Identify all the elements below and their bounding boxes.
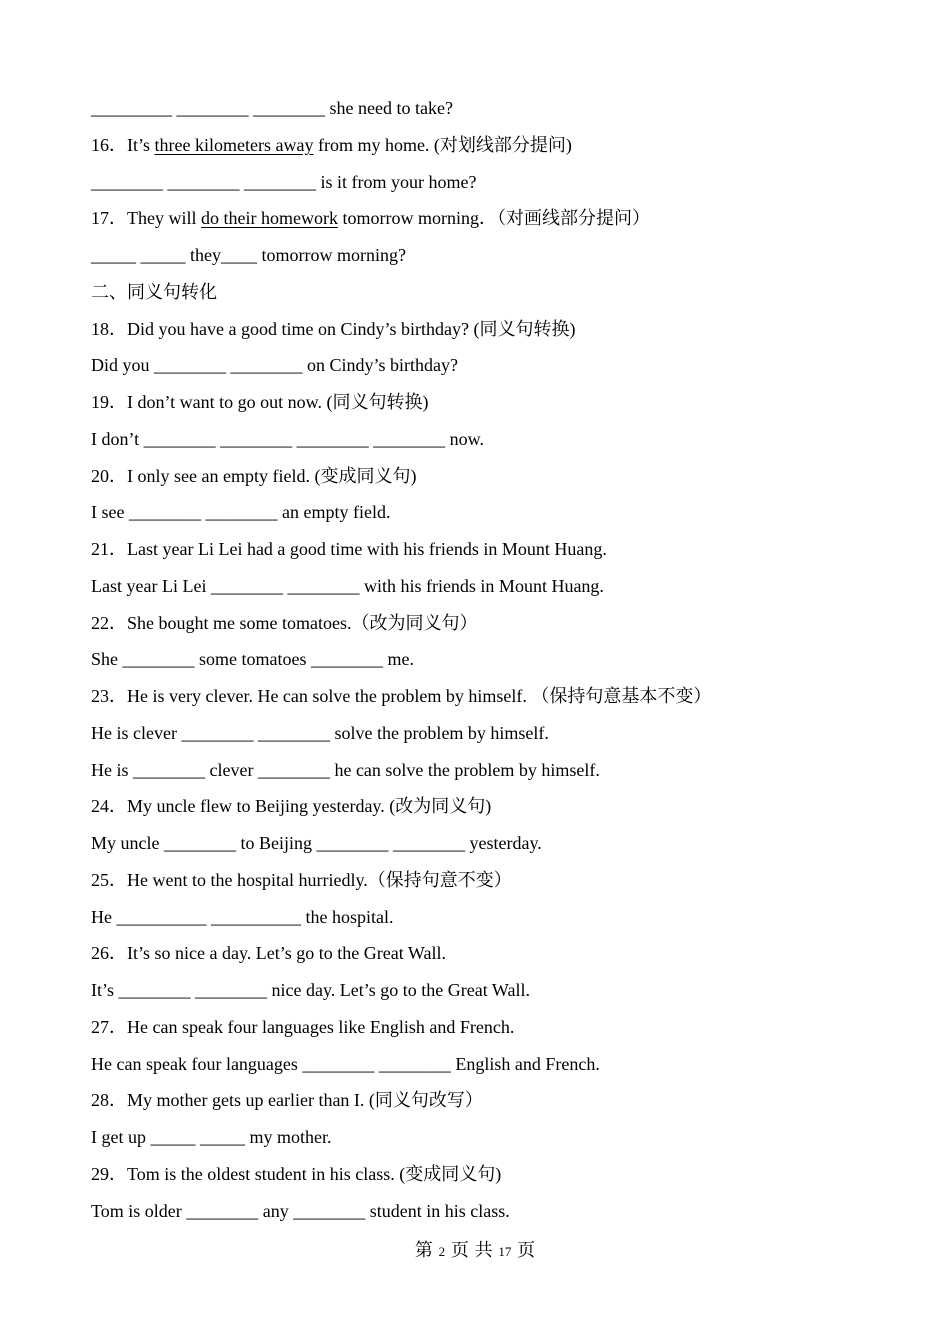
answer-line: He can speak four languages ________ ________ English and French. <box>91 1053 600 1074</box>
question-23: 23．He is very clever. He can solve the problem by himself. （保持句意基本不变） <box>91 686 712 706</box>
question-19: 19．I don’t want to go out now. (同义句转换) <box>91 392 429 412</box>
question-16 <box>91 127 881 164</box>
page-footer <box>0 1236 950 1267</box>
answer-line: Tom is older ________ any ________ student in his class. <box>91 1200 510 1221</box>
question-text: tomorrow morning．（对画线部分提问） <box>337 208 650 229</box>
question-28: 28．My mother gets up earlier than I. (同义句改写） <box>91 1090 483 1111</box>
question-20: 20．I only see an empty field. (变成同义句) <box>91 465 417 486</box>
question-27: 27．He can speak four languages like English and French. <box>91 1016 515 1037</box>
total-page-number: 17 <box>498 1244 512 1259</box>
question-text: 17．They will <box>91 208 201 229</box>
answer-line: It’s ________ ________ nice day. Let’s go to the Great Wall. <box>91 980 530 1000</box>
question-25: 25．He went to the hospital hurriedly.（保持句意不变） <box>91 869 512 890</box>
answer-line: _________ ________ ________ she need to take? <box>91 98 453 118</box>
footer-suffix: 页 <box>517 1240 536 1261</box>
section-heading: 二、同义句转化 <box>91 281 217 302</box>
question-18: 18．Did you have a good time on Cindy’s birthday? (同义句转换) <box>91 318 576 339</box>
answer-line: _____ _____ they____ tomorrow morning? <box>91 245 406 265</box>
question-text: from my home. (对划线部分提问) <box>313 134 572 155</box>
answer-line: I get up _____ _____ my mother. <box>91 1127 332 1147</box>
question-22: 22．She bought me some tomatoes.（改为同义句） <box>91 612 478 633</box>
question-text: 16．It’s <box>91 134 155 155</box>
answer-line: He is clever ________ ________ solve the problem by himself. <box>91 722 549 743</box>
question-17 <box>91 200 881 237</box>
footer-prefix: 第 <box>414 1240 433 1261</box>
question-29: 29．Tom is the oldest student in his class. (变成同义句) <box>91 1163 502 1184</box>
answer-line: I see ________ ________ an empty field. <box>91 502 391 523</box>
question-26: 26．It’s so nice a day. Let’s go to the Great Wall. <box>91 943 446 964</box>
exercise-content <box>91 90 881 1229</box>
footer-middle: 页 共 <box>450 1240 493 1261</box>
underlined-phrase: three kilometers away <box>154 134 314 155</box>
answer-line: She ________ some tomatoes ________ me. <box>91 649 414 670</box>
question-24: 24．My uncle flew to Beijing yesterday. (改为同义句) <box>91 796 492 817</box>
underlined-phrase: do their homework <box>201 208 338 229</box>
answer-line: I don’t ________ ________ ________ ________ now. <box>91 428 484 449</box>
answer-line: Did you ________ ________ on Cindy’s birthday? <box>91 355 458 376</box>
answer-line: He __________ __________ the hospital. <box>91 906 394 927</box>
answer-line: Last year Li Lei ________ ________ with his friends in Mount Huang. <box>91 575 604 596</box>
current-page-number: 2 <box>438 1244 446 1259</box>
answer-line: My uncle ________ to Beijing ________ ________ yesterday. <box>91 833 542 853</box>
answer-line: ________ ________ ________ is it from your home? <box>91 171 477 192</box>
answer-line: He is ________ clever ________ he can solve the problem by himself. <box>91 759 600 780</box>
question-21: 21．Last year Li Lei had a good time with his friends in Mount Huang. <box>91 539 607 559</box>
